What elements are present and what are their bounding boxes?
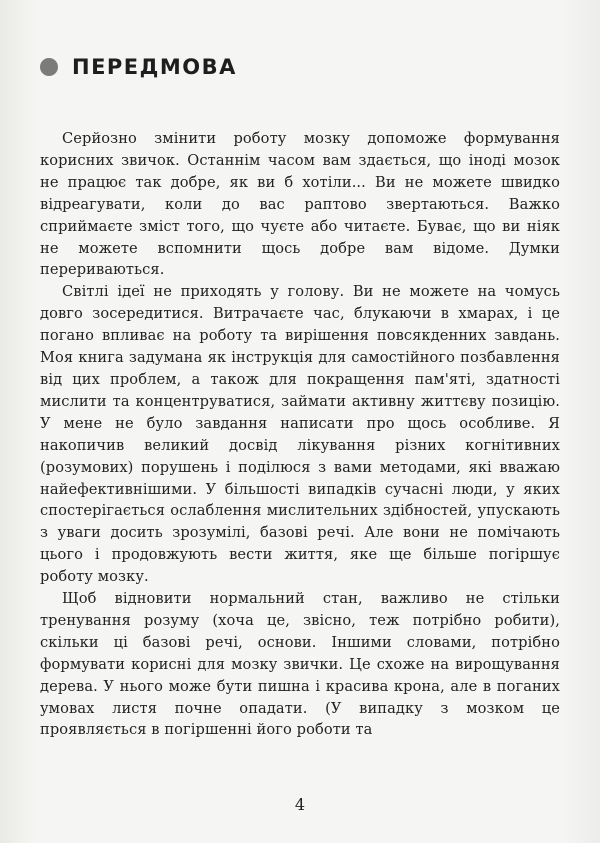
paragraph: Щоб відновити нормальний стан, важливо не стільки тренування розуму (хоча це, звісно, теж потрібно робити), скільки ці базові речі, основи. Іншими словами, потрібно формувати корисні для мозку звички. Це схоже на вирощування дерева. У нього може бути пишна і красива крона, але в поганих умовах листя почне опадати. (У випадку з мозком це проявляється в погіршенні його роботи та	[40, 590, 560, 739]
section-heading	[40, 55, 237, 79]
body-text	[40, 128, 560, 741]
section-title: ПЕРЕДМОВА	[72, 55, 237, 79]
paragraph: Серйозно змінити роботу мозку допоможе формування корисних звичок. Останнім часом вам здається, що іноді мозок не працює так добре, як ви б хотіли... Ви не можете швидко відреагувати, коли до вас раптово звертаються. Важко сприймаєте зміст того, що чуєте або читаєте. Буває, що ви ніяк не можете вспомнити щось добре вам відоме. Думки перериваються.	[40, 130, 560, 279]
page-number: 4	[294, 795, 306, 814]
bullet-icon	[40, 58, 58, 76]
paragraph: Світлі ідеї не приходять у голову. Ви не можете на чомусь довго зосередитися. Витрачаєте час, блукаючи в хмарах, і це погано впливає на роботу та вирішення повсякденних завдань. Моя книга задумана як інструкція для самостійного позбавлення від цих проблем, а також для покращення пам'яті, здатності мислити та концентруватися, займати активну життєву позицію. У мене не було завдання написати про щось особливе. Я накопичив великий досвід лікування різних когнітивних (розумових) порушень і поділюся з вами методами, які вважаю найефективнішими. У більшості випадків сучасні люди, у яких спостерігається ослаблення мислительних здібностей, упускають з уваги досить зрозумілі, базові речі. Але вони не помічають цього і продовжують вести життя, яке ще більше погіршує роботу мозку.	[40, 283, 560, 586]
